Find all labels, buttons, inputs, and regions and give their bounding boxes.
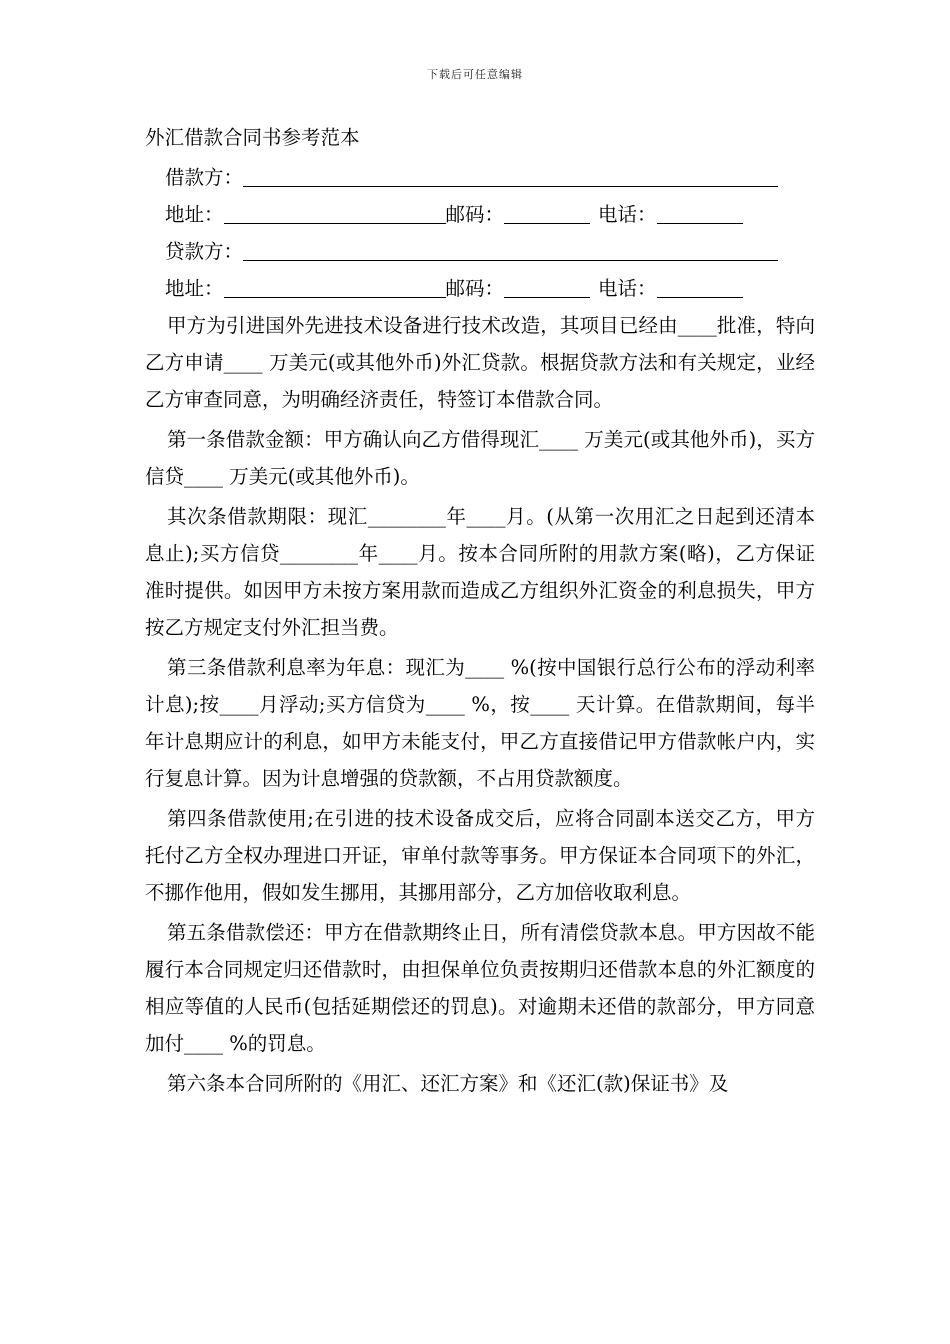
- preamble-paragraph: 甲方为引进国外先进技术设备进行技术改造，其项目已经由____批准，特向乙方申请____ 万美元(或其他外币)外汇贷款。根据贷款方法和有关规定，业经乙方审查同意，为明确经济责任，特签订本借款合同。: [145, 314, 815, 411]
- borrower-label: 借款方：: [165, 166, 244, 189]
- lender-phone-label: 电话：: [598, 277, 657, 300]
- document-title: 外汇借款合同书参考范本: [145, 126, 360, 149]
- article-4-paragraph: 第四条借款使用;在引进的技术设备成交后，应将合同副本送交乙方，甲方托付乙方全权办理进口开证，审单付款等事务。甲方保证本合同项下的外汇，不挪作他用，假如发生挪用，其挪用部分，乙方加倍收取利息。: [145, 807, 815, 904]
- article-1-paragraph: 第一条借款金额：甲方确认向乙方借得现汇____ 万美元(或其他外币)，买方信贷____ 万美元(或其他外币)。: [145, 428, 815, 488]
- lender-zip-blank: [504, 275, 590, 298]
- lender-contact-row: [165, 270, 815, 307]
- lender-label: 贷款方：: [165, 240, 244, 263]
- lender-phone-blank: [657, 275, 743, 298]
- article-6-paragraph: 第六条本合同所附的《用汇、还汇方案》和《还汇(款)保证书》及: [167, 1072, 729, 1095]
- party-fields: [145, 159, 815, 307]
- contract-document: [145, 122, 815, 1105]
- lender-blank: [243, 238, 778, 261]
- lender-address-label: 地址：: [165, 277, 224, 300]
- lender-address-blank: [224, 275, 446, 298]
- lender-zip-label: 邮码：: [445, 277, 505, 300]
- article-3-paragraph: 第三条借款利息率为年息：现汇为____ %(按中国银行总行公布的浮动利率计息);按____月浮动;买方信贷为____ %，按____ 天计算。在借款期间，每半年计息期应计的利息，如甲方未能支付，甲乙方直接借记甲方借款帐户内，实行复息计算。因为计息增强的贷款额，不占用贷款额度。: [145, 656, 815, 790]
- borrower-row: [165, 159, 815, 196]
- lender-row: [165, 233, 815, 270]
- borrower-zip-blank: [504, 201, 590, 224]
- borrower-address-label: 地址：: [165, 203, 224, 226]
- borrower-phone-label: 电话：: [598, 203, 657, 226]
- article-5-paragraph: 第五条借款偿还：甲方在借款期终止日，所有清偿贷款本息。甲方因故不能履行本合同规定归还借款时，由担保单位负责按期归还借款本息的外汇额度的相应等值的人民币(包括延期偿还的罚息)。对逾期未还借的款部分，甲方同意加付____ %的罚息。: [145, 921, 815, 1055]
- borrower-address-blank: [224, 201, 446, 224]
- page-header-note: 下载后可任意编辑: [427, 68, 523, 81]
- borrower-phone-blank: [657, 201, 743, 224]
- borrower-contact-row: [165, 196, 815, 233]
- borrower-blank: [243, 164, 778, 187]
- article-2-paragraph: 其次条借款期限：现汇________年____月。(从第一次用汇之日起到还清本息止);买方信贷________年____月。按本合同所附的用款方案(略)，乙方保证准时提供。如因甲方未按方案用款而造成乙方组织外汇资金的利息损失，甲方按乙方规定支付外汇担当费。: [145, 505, 815, 639]
- borrower-zip-label: 邮码：: [445, 203, 505, 226]
